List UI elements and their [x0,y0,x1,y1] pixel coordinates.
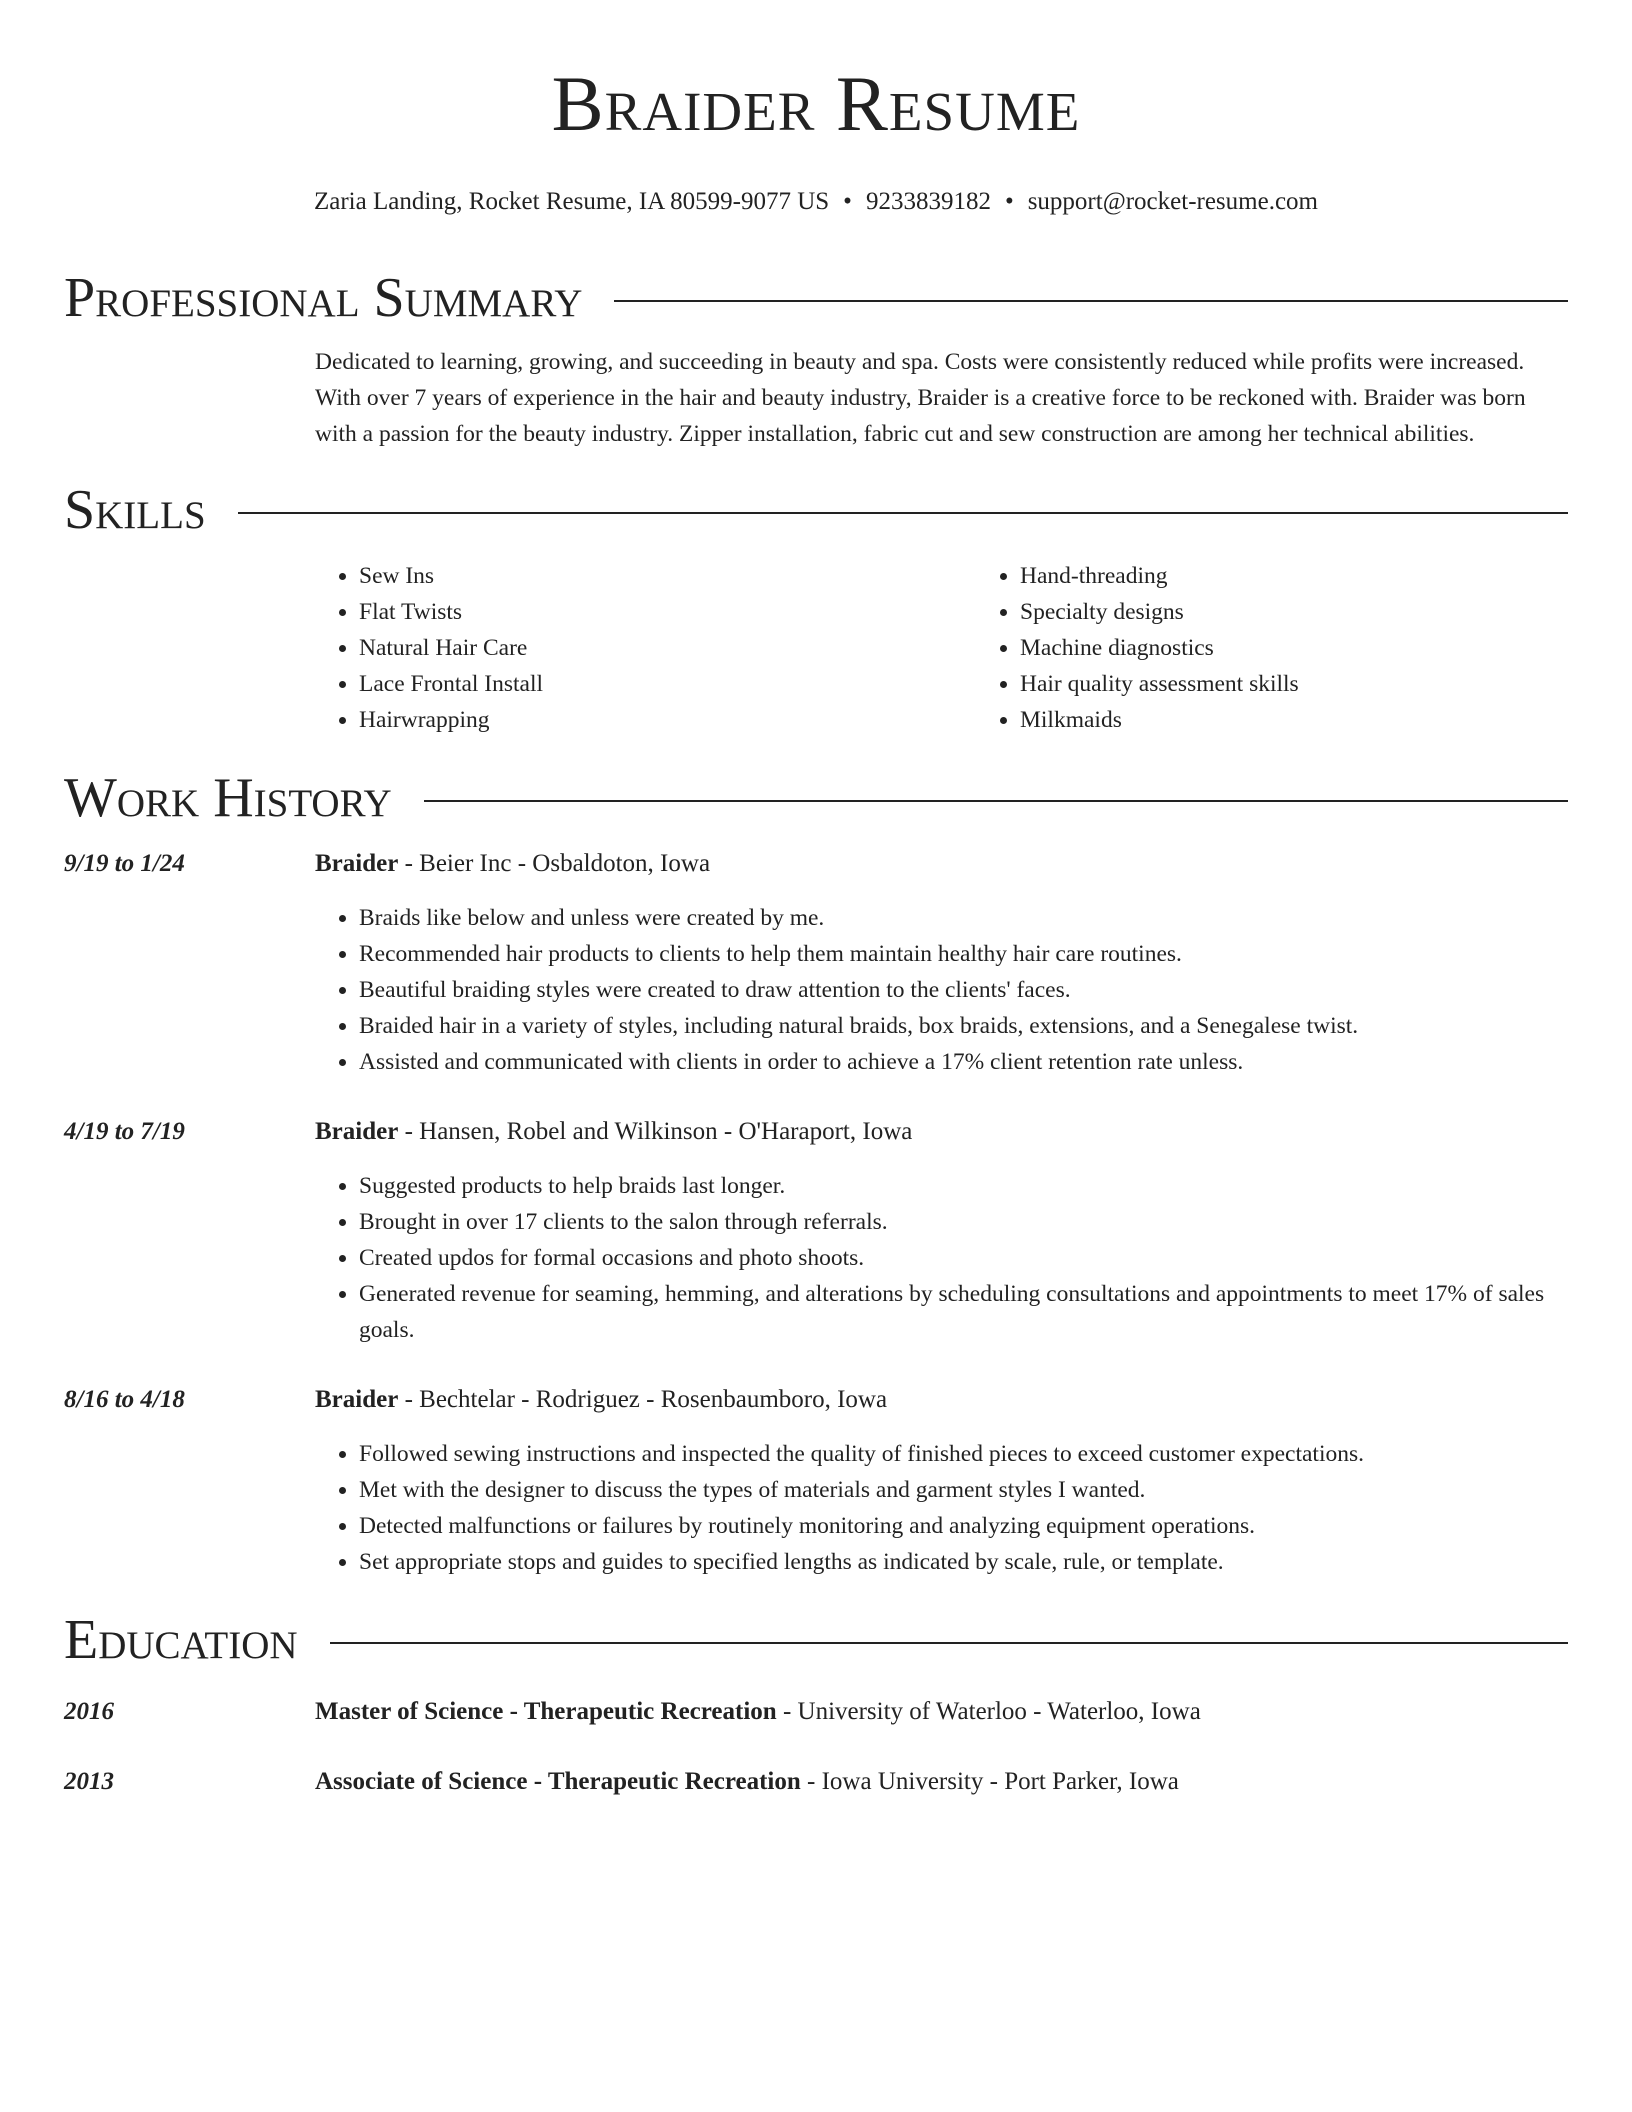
job-bullet: • Recommended hair products to clients to help them maintain healthy hair care routines. [359,936,1568,972]
job-bullets [315,900,1568,1080]
skills-column-1 [315,558,976,738]
work-section-header [64,766,1568,830]
skill-item: • Flat Twists [359,594,976,630]
skill-item: • Hairwrapping [359,702,976,738]
job-dates: 8/16 to 4/18 [64,1386,185,1413]
job-bullet: • Beautiful braiding styles were created to draw attention to the clients' faces. [359,972,1568,1008]
job-entry [64,846,1568,1080]
skill-item: • Lace Frontal Install [359,666,976,702]
section-divider [614,300,1568,302]
skills-list [315,558,1568,738]
education-year: 2013 [64,1768,114,1795]
education-year: 2016 [64,1698,114,1725]
contact-email: support@rocket-resume.com [1027,188,1318,215]
contact-separator: • [843,188,852,215]
job-bullet: • Detected malfunctions or failures by routinely monitoring and analyzing equipment operations. [359,1508,1568,1544]
education-entry [64,1694,1568,1730]
education-line [315,1694,1201,1730]
job-body [315,846,1568,1080]
skill-item: • Machine diagnostics [1020,630,1299,666]
skills-column-2 [976,558,1299,738]
job-title: Braider [315,850,399,877]
education-school: - Iowa University - Port Parker, Iowa [800,1768,1179,1795]
job-title-line [315,1382,1568,1418]
skill-item: • Natural Hair Care [359,630,976,666]
summary-heading: Professional Summary [64,267,583,329]
education-section-header [64,1608,1568,1672]
contact-phone: 9233839182 [865,188,991,215]
job-bullet: • Generated revenue for seaming, hemming, and alterations by scheduling consultations and appointments to meet 17% of sales goals. [359,1276,1568,1348]
job-bullet: • Brought in over 17 clients to the salon through referrals. [359,1204,1568,1240]
skill-item: • Milkmaids [1020,702,1299,738]
education-degree: Master of Science - Therapeutic Recreation [315,1698,777,1725]
job-dates: 9/19 to 1/24 [64,850,185,877]
education-school: - University of Waterloo - Waterloo, Iowa [776,1698,1201,1725]
section-divider [238,512,1568,514]
skill-item: • Hand-threading [1020,558,1299,594]
education-entry [64,1764,1568,1800]
job-title: Braider [315,1118,399,1145]
job-bullet: • Created updos for formal occasions and photo shoots. [359,1240,1568,1276]
job-bullet: • Suggested products to help braids last longer. [359,1168,1568,1204]
contact-address: Zaria Landing, Rocket Resume, IA 80599-9077 US [313,188,830,215]
skill-item: • Sew Ins [359,558,976,594]
job-title: Braider [315,1386,399,1413]
job-bullet: • Assisted and communicated with clients in order to achieve a 17% client retention rate unless. [359,1044,1568,1080]
education-degree: Associate of Science - Therapeutic Recreation [315,1768,801,1795]
section-divider [330,1642,1568,1644]
job-bullet: • Set appropriate stops and guides to specified lengths as indicated by scale, rule, or template. [359,1544,1568,1580]
job-bullet: • Followed sewing instructions and inspected the quality of finished pieces to exceed customer expectations. [359,1436,1568,1472]
job-bullets [315,1436,1568,1580]
skills-heading: Skills [64,479,206,541]
job-entry [64,1382,1568,1580]
contact-line [64,186,1568,218]
job-employer: - Hansen, Robel and Wilkinson - O'Haraport, Iowa [398,1118,913,1145]
skill-item: • Specialty designs [1020,594,1299,630]
job-body [315,1382,1568,1580]
job-entry [64,1114,1568,1348]
skill-item: • Hair quality assessment skills [1020,666,1299,702]
job-title-line [315,846,1568,882]
section-divider [424,800,1568,802]
job-dates: 4/19 to 7/19 [64,1118,185,1145]
summary-text: Dedicated to learning, growing, and succeeding in beauty and spa. Costs were consistently reduced while profits were increased. With over 7 years of experience in the hair and beauty industry, Braider is a creative force to be reckoned with. Braider was born with a passion for the beauty industry. Zipper installation, fabric cut and sew construction are among her technical abilities. [315,349,1526,447]
job-employer: - Beier Inc - Osbaldoton, Iowa [398,850,711,877]
job-body [315,1114,1568,1348]
summary-section-header [64,266,1568,330]
education-heading: Education [64,1609,298,1671]
job-employer: - Bechtelar - Rodriguez - Rosenbaumboro, Iowa [398,1386,888,1413]
education-line [315,1764,1179,1800]
skills-section-header [64,478,1568,542]
job-bullet: • Braids like below and unless were created by me. [359,900,1568,936]
job-bullets [315,1168,1568,1348]
job-bullet: • Met with the designer to discuss the types of materials and garment styles I wanted. [359,1472,1568,1508]
job-bullet: • Braided hair in a variety of styles, including natural braids, box braids, extensions, and a Senegalese twist. [359,1008,1568,1044]
work-heading: Work History [64,767,392,829]
contact-separator: • [1004,188,1014,215]
job-title-line [315,1114,1568,1150]
resume-title: Braider Resume [551,60,1081,147]
